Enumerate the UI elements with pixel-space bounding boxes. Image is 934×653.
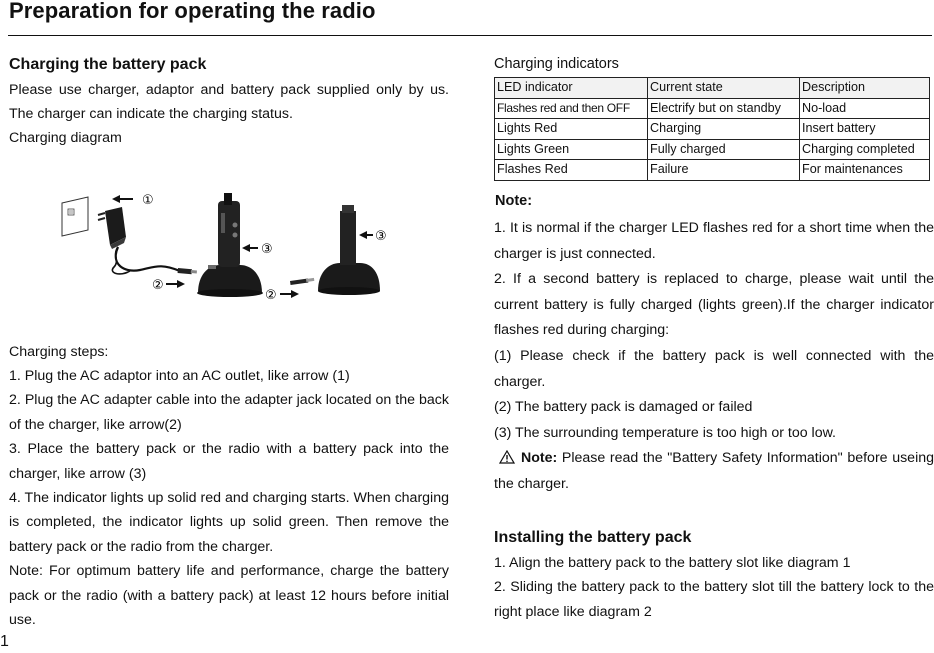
charging-step-4: 4. The indicator lights up solid red and charging starts. When charging is completed, the indicator lights up solid green. Then remove the battery pack or the radio from the charger. [9,490,449,555]
callout-2a: ② [152,278,164,293]
table-row [495,160,930,181]
charging-heading: Charging the battery pack [9,56,207,73]
warning-text: Please read the "Battery Safety Information" before useing the charger. [494,450,934,492]
charging-steps-list [9,364,449,632]
callout-1: ① [142,193,154,208]
charging-diagram-label: Charging diagram [9,130,122,146]
table-cell: For maintenances [800,160,930,181]
table-cell: Flashes Red [495,160,648,181]
callout-3b: ③ [375,229,387,244]
table-cell: Charging [648,119,800,140]
warning-triangle-icon [499,448,515,462]
ac-adapter-icon [98,207,197,274]
installing-steps-list [494,551,934,624]
note-item-3: (1) Please check if the battery pack is well connected with the charger. [494,347,934,390]
column-header: Description [800,78,930,99]
table-cell: Charging completed [800,139,930,160]
note-item-2: 2. If a second battery is replaced to charge, please wait until the current battery is fully charged (lights green).If the charger indicator flashes red during charging: [494,271,934,339]
charging-steps-heading: Charging steps: [9,344,109,360]
table-row [495,98,930,119]
warning-note [494,446,934,497]
column-header: LED indicator [495,78,648,99]
table-cell: No-load [800,98,930,119]
table-cell: Lights Red [495,119,648,140]
table-row [495,119,930,140]
charger-with-battery-icon [318,205,380,295]
charging-intro: Please use charger, adaptor and battery pack supplied only by us. The charger can indicate the charging status. [9,82,449,123]
table-cell: Flashes red and then OFF [495,98,648,119]
indicators-heading: Charging indicators [494,56,619,72]
wall-outlet-icon [62,197,88,236]
notes-list [494,216,934,498]
installing-step-1: 1. Align the battery pack to the battery slot like diagram 1 [494,555,851,571]
title-rule [8,35,932,36]
table-cell: Failure [648,160,800,181]
note-item-4: (2) The battery pack is damaged or failed [494,399,753,416]
note-item-5: (3) The surrounding temperature is too high or too low. [494,424,837,441]
charging-diagram [50,185,410,310]
page-number: 1 [0,633,9,650]
callout-3a: ③ [261,242,273,257]
charger-with-radio-icon [197,193,263,297]
page-title: Preparation for operating the radio [9,0,376,23]
charging-step-1: 1. Plug the AC adaptor into an AC outlet, like arrow (1) [9,368,350,384]
table-header-row [495,78,930,99]
column-header: Current state [648,78,800,99]
charging-note: Note: For optimum battery life and performance, charge the battery pack or the radio (with a battery pack) at least 12 hours before initial use. [9,563,449,629]
table-cell: Lights Green [495,139,648,160]
charging-indicator-table [494,77,930,181]
table-cell: Insert battery [800,119,930,140]
installing-step-2: 2. Sliding the battery pack to the battery slot till the battery lock to the right place like diagram 2 [494,579,934,620]
note-item-1: 1. It is normal if the charger LED flashes red for a short time when the charger is just connected. [494,220,934,262]
charging-step-3: 3. Place the battery pack or the radio with a battery pack into the charger, like arrow (3) [9,441,449,482]
table-cell: Electrify but on standby [648,98,800,119]
table-cell: Fully charged [648,139,800,160]
callout-2b: ② [265,288,277,303]
warning-label: Note: [521,450,558,467]
installing-heading: Installing the battery pack [494,529,692,546]
table-row [495,139,930,160]
charging-step-2: 2. Plug the AC adapter cable into the adapter jack located on the back of the charger, like arrow(2) [9,392,449,433]
notes-heading: Note: [495,193,533,209]
